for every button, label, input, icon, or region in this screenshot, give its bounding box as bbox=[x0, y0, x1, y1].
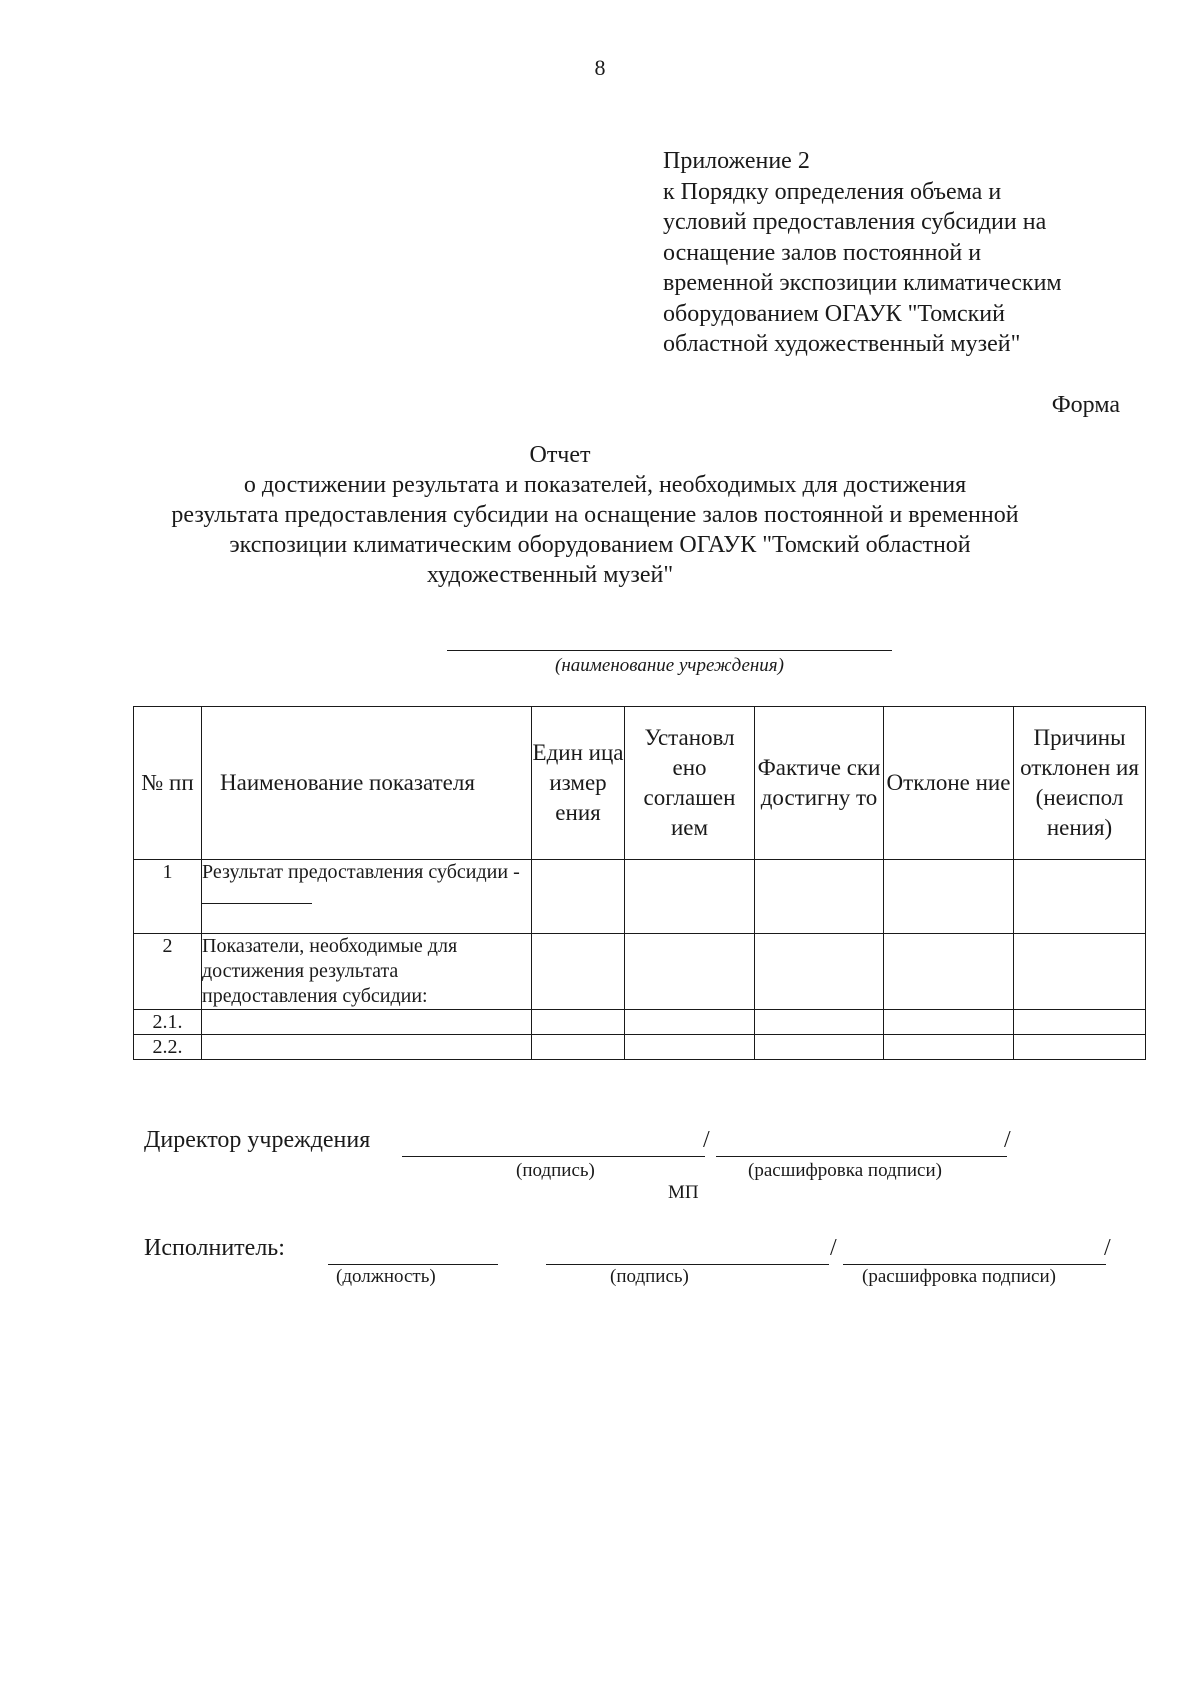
stamp-label: МП bbox=[668, 1182, 699, 1203]
appendix-line: Приложение 2 bbox=[663, 148, 810, 174]
director-signature-caption: (подпись) bbox=[516, 1160, 595, 1181]
appendix-line: условий предоставления субсидии на bbox=[663, 209, 1047, 235]
cell-actual[interactable] bbox=[755, 860, 884, 934]
table-row bbox=[134, 1035, 1146, 1060]
header-actual: Фактиче ски достигну то bbox=[755, 707, 884, 860]
director-label: Директор учреждения bbox=[144, 1127, 371, 1153]
row-num: 2.2. bbox=[134, 1035, 202, 1060]
cell-actual[interactable] bbox=[755, 1035, 884, 1060]
row-num: 2 bbox=[134, 934, 202, 1010]
header-planned: Установл ено соглашен ием bbox=[625, 707, 755, 860]
cell-deviation[interactable] bbox=[884, 934, 1014, 1010]
cell-reasons[interactable] bbox=[1014, 934, 1146, 1010]
cell-actual[interactable] bbox=[755, 934, 884, 1010]
cell-actual[interactable] bbox=[755, 1010, 884, 1035]
cell-unit[interactable] bbox=[532, 1035, 625, 1060]
organization-name-field[interactable] bbox=[447, 650, 892, 651]
director-slash: / bbox=[703, 1127, 710, 1153]
header-indicator-name: Наименование показателя bbox=[202, 707, 532, 860]
table-header-row bbox=[134, 707, 1146, 860]
row-description[interactable] bbox=[202, 1035, 532, 1060]
report-title-line: результата предоставления субсидии на оснащение залов постоянной и временной bbox=[171, 502, 1019, 528]
cell-planned[interactable] bbox=[625, 860, 755, 934]
executor-slash: / bbox=[830, 1235, 837, 1261]
report-table bbox=[133, 706, 1146, 1060]
row-description[interactable] bbox=[202, 1010, 532, 1035]
row-description: Показатели, необходимые для достижения результата предоставления субсидии: bbox=[202, 934, 532, 1010]
table-row bbox=[134, 1010, 1146, 1035]
row-num: 1 bbox=[134, 860, 202, 934]
report-title-line: экспозиции климатическим оборудованием ОГАУК "Томский областной bbox=[229, 532, 971, 558]
executor-signature-field[interactable] bbox=[546, 1264, 829, 1265]
appendix-line: оборудованием ОГАУК "Томский bbox=[663, 300, 1005, 327]
row-num: 2.1. bbox=[134, 1010, 202, 1035]
appendix-line: оснащение залов постоянной и bbox=[663, 239, 982, 266]
cell-unit[interactable] bbox=[532, 1010, 625, 1035]
organization-name-caption: (наименование учреждения) bbox=[555, 655, 784, 676]
cell-deviation[interactable] bbox=[884, 1035, 1014, 1060]
appendix-line: временной экспозиции климатическим bbox=[663, 270, 1062, 296]
header-reasons: Причины отклонен ия (неиспол нения) bbox=[1014, 707, 1146, 860]
form-label: Форма bbox=[1051, 392, 1120, 418]
page-number: 8 bbox=[594, 55, 606, 80]
director-signature-field[interactable] bbox=[402, 1156, 705, 1157]
executor-label: Исполнитель: bbox=[144, 1235, 285, 1261]
director-slash-end: / bbox=[1004, 1127, 1011, 1153]
report-title-line: Отчет bbox=[529, 442, 591, 468]
cell-unit[interactable] bbox=[532, 934, 625, 1010]
director-decoding-caption: (расшифровка подписи) bbox=[748, 1160, 942, 1181]
report-title-line: художественный музей" bbox=[426, 562, 674, 588]
header-deviation: Отклоне ние bbox=[884, 707, 1014, 860]
table-row bbox=[134, 860, 1146, 934]
cell-deviation[interactable] bbox=[884, 860, 1014, 934]
report-title-line: о достижении результата и показателей, необходимых для достижения bbox=[243, 472, 967, 498]
cell-unit[interactable] bbox=[532, 860, 625, 934]
executor-position-field[interactable] bbox=[328, 1264, 498, 1265]
table-row bbox=[134, 934, 1146, 1010]
result-blank-field[interactable] bbox=[202, 885, 312, 904]
executor-decoding-caption: (расшифровка подписи) bbox=[862, 1266, 1056, 1287]
row-description-text: Результат предоставления субсидии - bbox=[202, 861, 520, 883]
appendix-line: к Порядку определения объема и bbox=[663, 178, 1002, 205]
executor-position-caption: (должность) bbox=[336, 1266, 436, 1287]
executor-signature-caption: (подпись) bbox=[610, 1266, 689, 1287]
header-num: № пп bbox=[134, 707, 202, 860]
executor-slash-end: / bbox=[1104, 1235, 1111, 1261]
cell-planned[interactable] bbox=[625, 934, 755, 1010]
director-decoding-field[interactable] bbox=[716, 1156, 1007, 1157]
report-title bbox=[0, 440, 1200, 590]
cell-deviation[interactable] bbox=[884, 1010, 1014, 1035]
cell-planned[interactable] bbox=[625, 1010, 755, 1035]
cell-planned[interactable] bbox=[625, 1035, 755, 1060]
cell-reasons[interactable] bbox=[1014, 1035, 1146, 1060]
appendix-line: областной художественный музей" bbox=[663, 331, 1021, 357]
cell-reasons[interactable] bbox=[1014, 1010, 1146, 1035]
appendix-block bbox=[663, 146, 1143, 360]
row-description bbox=[202, 860, 532, 934]
cell-reasons[interactable] bbox=[1014, 860, 1146, 934]
header-unit: Един ица измер ения bbox=[532, 707, 625, 860]
executor-decoding-field[interactable] bbox=[843, 1264, 1106, 1265]
